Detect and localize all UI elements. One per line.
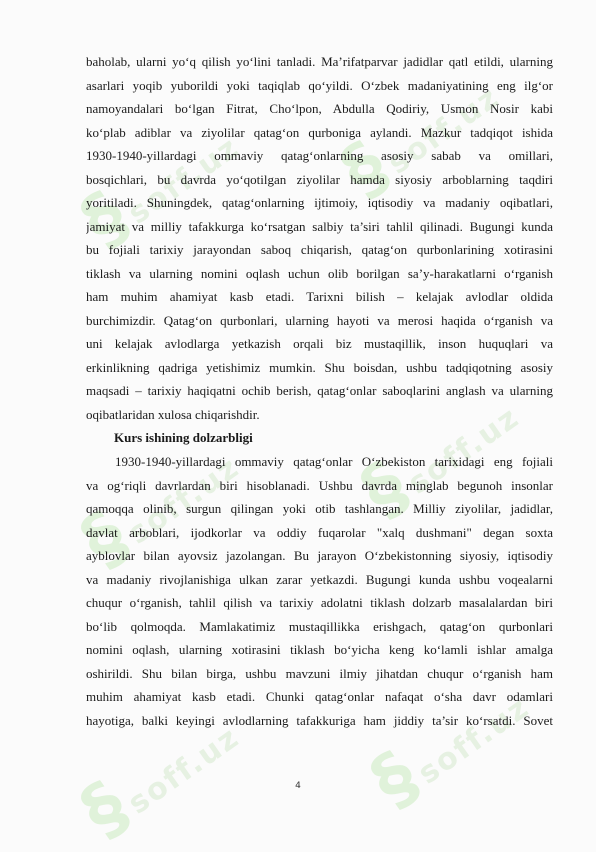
paragraph-relevance [86,450,553,732]
text-line: namoyandalari bo‘lgan Fitrat, Cho‘lpon, Abdulla Qodiriy, Usmon Nosir kabi [86,101,553,116]
text-line: 1930-1940-yillardagi ommaviy qatag‘onlar O‘zbekiston tarixidagi eng fojiali [115,454,553,469]
text-line: nomini oqlash, ularning xotirasini tiklash bo‘yicha keng ko‘lamli ishlar amalga [86,642,553,657]
text-line: uni kelajak avlodlarga yetkazish orqali biz mustaqillik, inson huquqlari va [86,336,553,351]
watermark-1: §soff.uz [66,129,247,263]
text-line: ko‘plab adiblar va ziyolilar qatag‘on qurboniga aylandi. Mazkur tadqiqot ishida [86,124,553,140]
page-number: 4 [295,781,301,791]
text-line: hayotiga, balki keyingi avlodlarning tafakkuriga ham jiddiy ta’sir ko‘rsatdi. Sovet [86,712,553,728]
text-line: davlat arboblari, ijodkorlar va oddiy fuqarolar "xalq dushmani" degan soxta [86,524,553,540]
text-line: asarlari yoqib yuborildi yoki taqiqlab qo‘yildi. O‘zbek madaniyatining eng ilg‘or [86,77,553,93]
text-line: jamiyat va milliy tafakkurga ko‘rsatgan salbiy ta’siri tahlil qilinadi. Bugungi kunda [86,218,553,234]
text-line: bo‘lib qolmoqda. Mamlakatimiz mustaqillikka erishgach, qatag‘on qurbonlari [86,618,553,634]
text-line: burchimizdir. Qatag‘on qurbonlari, ularning hayoti va merosi haqida o‘rganish va [86,312,553,328]
text-line: tiklash va ularning nomini oqlash uchun olib borilgan sa’y-harakatlarni o‘rganish [86,265,553,281]
text-line: ham muhim ahamiyat kasb etadi. Tarixni bilish – kelajak avlodlar oldida [86,289,553,304]
text-line: ayblovlar bilan ayovsiz jazolangan. Bu jarayon O‘zbekistonning siyosiy, iqtisodiy [86,548,553,563]
text-line: chuqur o‘rganish, tahlil qilish va tarixiy adolatni tiklash dolzarb masalalardan biri [86,595,553,610]
text-line: maqsadi – tarixiy haqiqatni ochib berish, qatag‘onlar saboqlarini anglash va ularning [86,383,553,398]
watermark-6: §soff.uz [356,689,537,823]
text-line: oshirildi. Shu bilan birga, ushbu mavzuni ilmiy jihatdan chuqur o‘rganish ham [86,665,553,681]
paragraph-intro [86,50,553,426]
text-line: erkinlikning qadriga yetishimiz mumkin. Shu boisdan, ushbu tadqiqotning asosiy [86,359,553,375]
section-heading: Kurs ishining dolzarbligi [114,430,253,445]
watermark-5: §soff.uz [66,719,247,852]
text-line: oqibatlaridan xulosa chiqarishdir. [86,406,260,422]
text-line: bu fojiali tarixiy jarayondan saboq chiqarish, qatag‘on qurbonlarining xotirasini [86,242,553,257]
text-line: baholab, ularni yo‘q qilish yo‘lini tanladi. Ma’rifatparvar jadidlar qatl etildi, ularning [86,54,553,69]
text-line: bosqichlari, bu davrda yo‘qotilgan ziyolilar hamda siyosiy arboblarning taqdiri [86,171,553,187]
watermark-4: §soff.uz [346,399,527,533]
watermark-3: §soff.uz [66,449,247,583]
text-line: qamoqqa olinib, surgun qilingan yoki otib tashlangan. Milliy ziyolilar, jadidlar, [86,501,553,516]
text-line: yoritiladi. Shuningdek, qatag‘onlarning ijtimoiy, iqtisodiy va madaniy oqibatlari, [86,195,553,210]
text-line: va og‘riqli davrlardan biri hisoblanadi. Ushbu davrda minglab begunoh insonlar [86,477,553,493]
watermark-2: §soff.uz [326,79,507,213]
text-line: muhim ahamiyat kasb etadi. Chunki qatag‘onlar nafaqat o‘sha davr odamlari [86,689,553,704]
body-text [86,50,553,732]
text-line: va madaniy rivojlanishiga ulkan zarar yetkazdi. Bugungi kunda ushbu voqealarni [86,571,553,587]
text-line: 1930-1940-yillardagi ommaviy qatag‘onlarning asosiy sabab va omillari, [86,148,553,163]
